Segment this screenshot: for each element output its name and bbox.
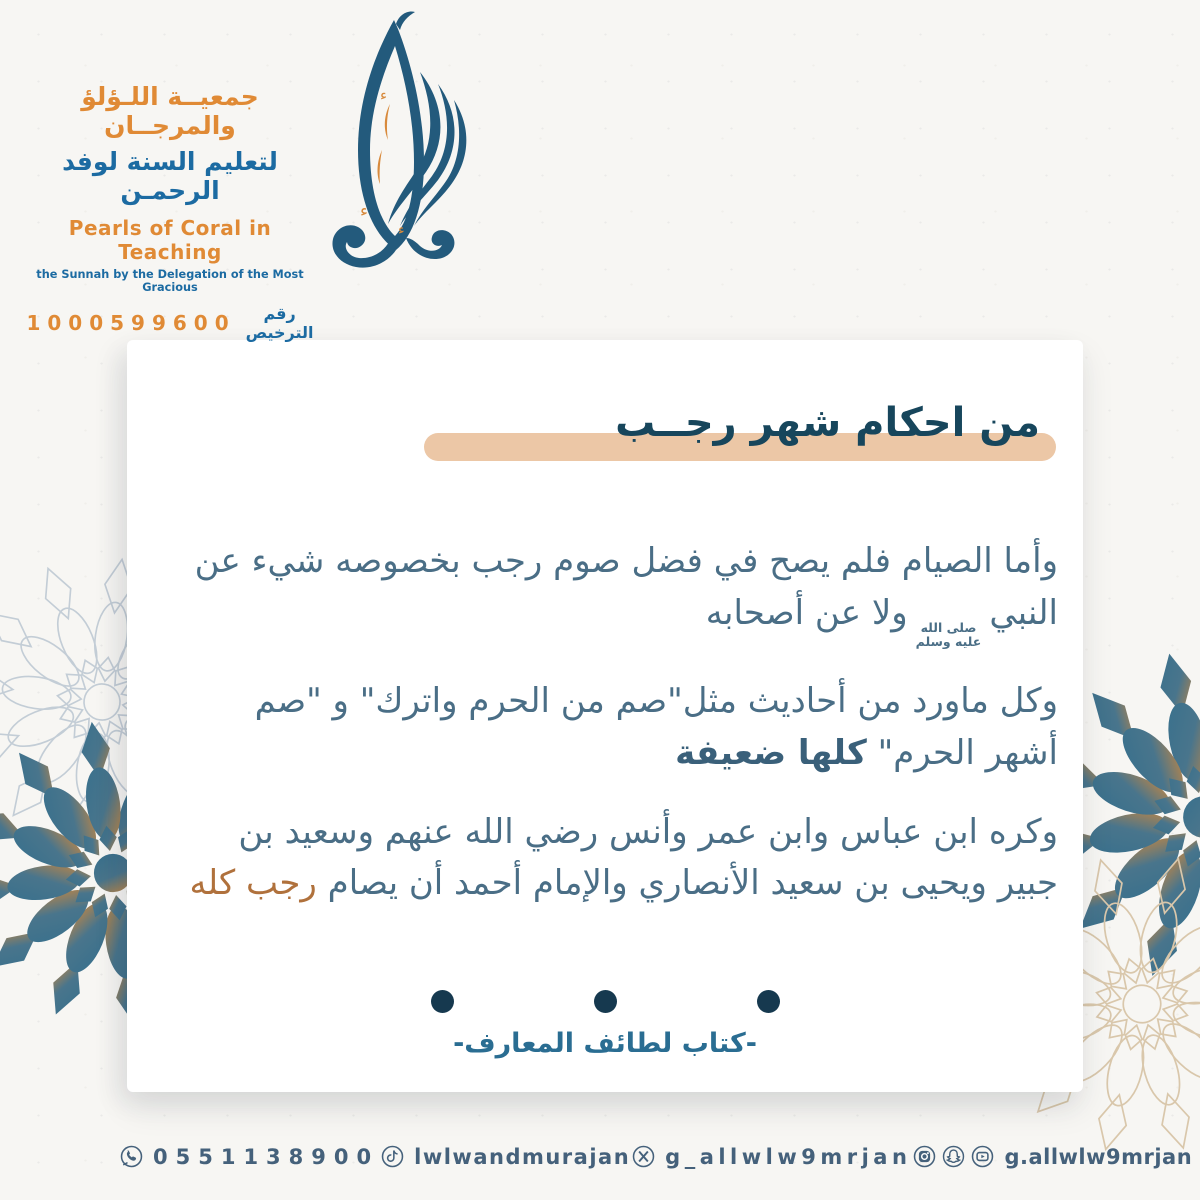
whatsapp-icon	[118, 1143, 145, 1170]
x-handle: g_allwlw9mrjan	[665, 1144, 912, 1169]
content-card	[127, 340, 1083, 1092]
card-title: من احكام شهر رجــب	[615, 400, 1040, 446]
paragraph2-bold-verdict: كلها ضعيفة	[675, 733, 867, 774]
honorific-line2: عليه وسلم	[915, 634, 982, 650]
x-contact	[630, 1143, 911, 1170]
social-handle: g.allwlw9mrjan	[1004, 1144, 1193, 1169]
license-label: رقم الترخيص	[245, 304, 314, 342]
whatsapp-number: 0551138900	[153, 1144, 380, 1169]
card-title-block	[152, 398, 1058, 474]
logo-calligraphy-icon	[302, 10, 492, 268]
honorific-salawat-mark	[916, 621, 982, 650]
paragraph1-text-before: وأما الصيام فلم يصح في فضل صوم رجب بخصوصه شيء عن النبي	[194, 541, 1058, 633]
org-name-english-line1: Pearls of Coral in Teaching	[68, 216, 272, 264]
whatsapp-contact	[118, 1143, 379, 1170]
org-header	[26, 82, 314, 342]
paragraph-fasting-rajab	[185, 536, 1058, 649]
tiktok-contact	[379, 1143, 630, 1170]
social-footer	[0, 1143, 1200, 1170]
instagram-icon	[911, 1143, 938, 1170]
org-name-english-line2: the Sunnah by the Delegation of the Most Gracious	[36, 268, 304, 294]
card-body-text	[185, 536, 1058, 937]
paragraph3-highlight: رجب كله	[189, 863, 317, 904]
paragraph-companions-dislike	[185, 807, 1058, 910]
svg-text:ء: ء	[360, 201, 368, 221]
honorific-line1: صلى الله	[920, 619, 977, 635]
multi-social-contact	[911, 1143, 1192, 1170]
org-name-arabic-line2: لتعليم السنة لوفد الرحمـن	[62, 147, 278, 205]
org-name-arabic-line1: جمعيــة اللـؤلؤ والمرجــان	[81, 82, 259, 140]
tiktok-handle: lwlwandmurajan	[414, 1144, 631, 1169]
source-attribution: -كتاب لطائف المعارف-	[453, 1028, 757, 1059]
license-row	[26, 304, 314, 342]
separator-dots	[127, 990, 1083, 1013]
svg-text:ء: ء	[380, 86, 388, 104]
paragraph3-text: وكره ابن عباس وابن عمر وأنس رضي الله عنهم وسعيد بن جبير ويحيى بن سعيد الأنصاري والإمام أحمد أن يصام	[238, 811, 1058, 904]
social-icon-cluster	[911, 1143, 996, 1170]
paragraph2-text: وكل ماورد من أحاديث مثل"صم من الحرم واترك" و "صم أشهر الحرم"	[254, 681, 1058, 774]
tiktok-icon	[379, 1143, 406, 1170]
license-number: 1000599600	[26, 311, 236, 335]
youtube-icon	[969, 1143, 996, 1170]
snapchat-icon	[940, 1143, 967, 1170]
dot-icon	[757, 990, 780, 1013]
svg-text:ء: ء	[398, 222, 405, 238]
paragraph1-text-after: ولا عن أصحابه	[705, 592, 908, 633]
paragraph-weak-hadiths	[185, 676, 1058, 779]
dot-icon	[431, 990, 454, 1013]
x-icon	[630, 1143, 657, 1170]
dot-icon	[594, 990, 617, 1013]
